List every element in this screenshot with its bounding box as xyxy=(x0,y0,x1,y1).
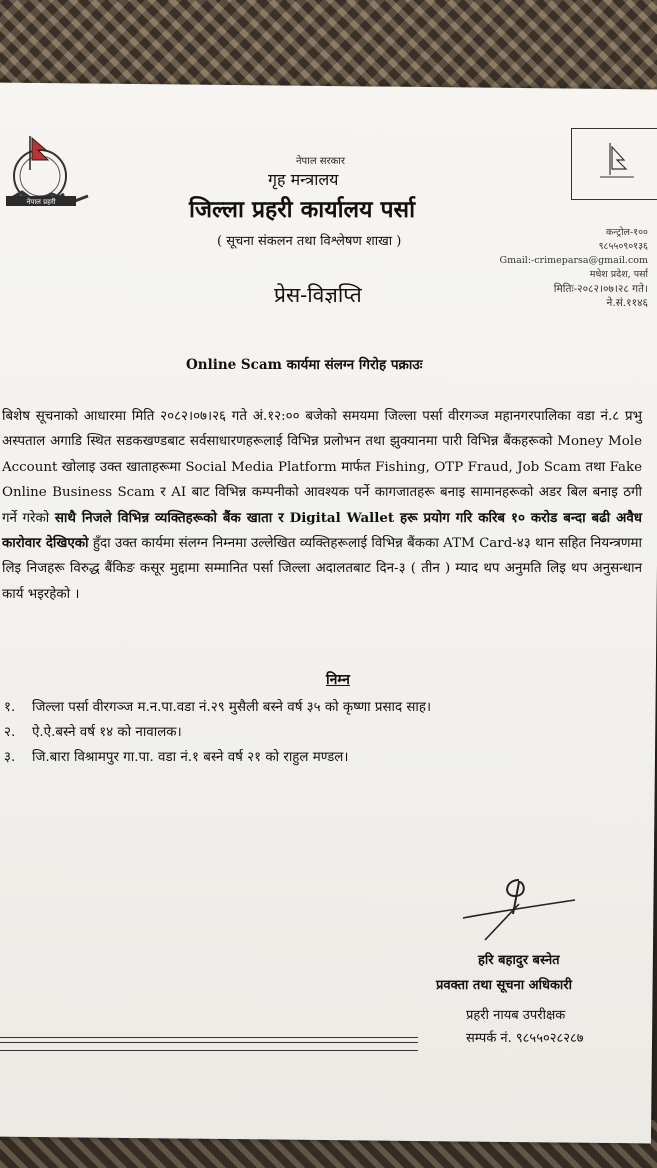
contact-nepal-sambat: ने.सं.११४६ xyxy=(606,297,648,309)
nepal-police-emblem-icon xyxy=(2,130,92,220)
press-release-title: प्रेस-विज्ञप्ति xyxy=(274,283,362,307)
contact-email: Gmail:-crimeparsa@gmail.com xyxy=(499,255,648,266)
list-item-number: १. xyxy=(4,700,16,715)
footer-rule xyxy=(0,1037,418,1038)
ministry-label: गृह मन्त्रालय xyxy=(268,170,339,189)
stamp-flag-icon xyxy=(572,129,657,199)
emblem-label: नेपाल प्रहरी xyxy=(26,198,56,206)
signatory-rank: प्रहरी नायब उपरीक्षक xyxy=(466,1008,566,1023)
signature-scribble-icon xyxy=(455,870,585,950)
office-title: जिल्ला प्रहरी कार्यालय पर्सा xyxy=(189,196,416,223)
body-text-part1: बिशेष सूचनाको आधारमा मिति २०८२।०७।२६ गते अं.१२:०० बजेको समयमा जिल्ला पर्सा वीरगञ्ज महानगरपालिका वडा नं.८ प्रभु अस्पताल अगाडि स्थित सडकखण्डबाट सर्वसाधारणहरूलाई विभिन्न प्रलोभन तथा झुक्यानमा पारी विभिन्न बैंकहरूको Money Mole Account खोलाइ उक्त खाताहरूमा Social Media Platform मार्फत Fishing, OTP Fraud, Job Scam तथा Fake Online Business Scam र AI बाट विभिन्न कम्पनीको आवश्यक पर्ने कागजातहरू बनाइ सामानहरूको अडर बिल बनाइ ठगी गर्ने गरेको xyxy=(2,409,642,526)
list-item-number: २. xyxy=(4,725,16,740)
contact-phone: ९८५५०९०१३६ xyxy=(598,241,648,252)
accused-list-title: निम्न xyxy=(326,672,350,688)
list-item-text: जिल्ला पर्सा वीरगञ्ज म.न.पा.वडा नं.२९ मुसैली बस्ने वर्ष ३५ को कृष्णा प्रसाद साह। xyxy=(32,700,432,715)
contact-date: मितिः-२०८२।०७।२८ गते। xyxy=(553,283,648,295)
footer-rule xyxy=(0,1050,418,1051)
release-heading: Online Scam कार्यमा संलग्न गिरोह पक्राउः xyxy=(186,357,423,373)
office-stamp xyxy=(571,128,657,200)
signatory-phone: सम्पर्क नं. ९८५५०२८२८७ xyxy=(466,1031,584,1046)
list-item xyxy=(4,747,348,765)
release-body xyxy=(2,404,642,607)
contact-province: मधेश प्रदेश, पर्सा xyxy=(589,269,648,280)
list-item-text: जि.बारा विश्रामपुर गा.पा. वडा नं.१ बस्ने वर्ष २१ को राहुल मण्डल। xyxy=(32,750,349,765)
body-text-bold: साथै निजले विभिन्न व्यक्तिहरूको बैंक खाता र Digital Wallet हरू प्रयोग गरि करिब १० करोड बन्दा बढी अवैध कारोवार देखिएको xyxy=(2,509,642,552)
list-item-text: ऐ.ऐ.बस्ने वर्ष १४ को नावालक। xyxy=(32,725,182,740)
branch-label: ( सूचना संकलन तथा विश्लेषण शाखा ) xyxy=(217,234,402,249)
signatory-role: प्रवक्ता तथा सूचना अधिकारी xyxy=(436,978,572,993)
list-item-number: ३. xyxy=(4,750,16,765)
body-text-part2: हुँदा उक्त कार्यमा संलग्न निम्नमा उल्लेखित व्यक्तिहरूलाई विभिन्न बैंकका ATM Card-४३ थान सहित नियन्त्रणमा लिइ निजहरू विरुद्ध बैंकिङ कसूर मुद्दामा सम्मानित पर्सा जिल्ला अदालतबाट दिन-३ ( तीन ) म्याद थप अनुमति लिइ थप अनुसन्धान कार्य भइरहेको । xyxy=(2,536,642,602)
signatory-name: हरि बहादुर बस्नेत xyxy=(478,953,560,968)
footer-rule xyxy=(0,1042,418,1043)
contact-block xyxy=(470,226,648,310)
contact-control: कन्ट्रोल-१०० xyxy=(606,227,648,238)
government-label: नेपाल सरकार xyxy=(296,156,345,167)
list-item xyxy=(4,722,182,740)
list-item xyxy=(4,697,431,715)
